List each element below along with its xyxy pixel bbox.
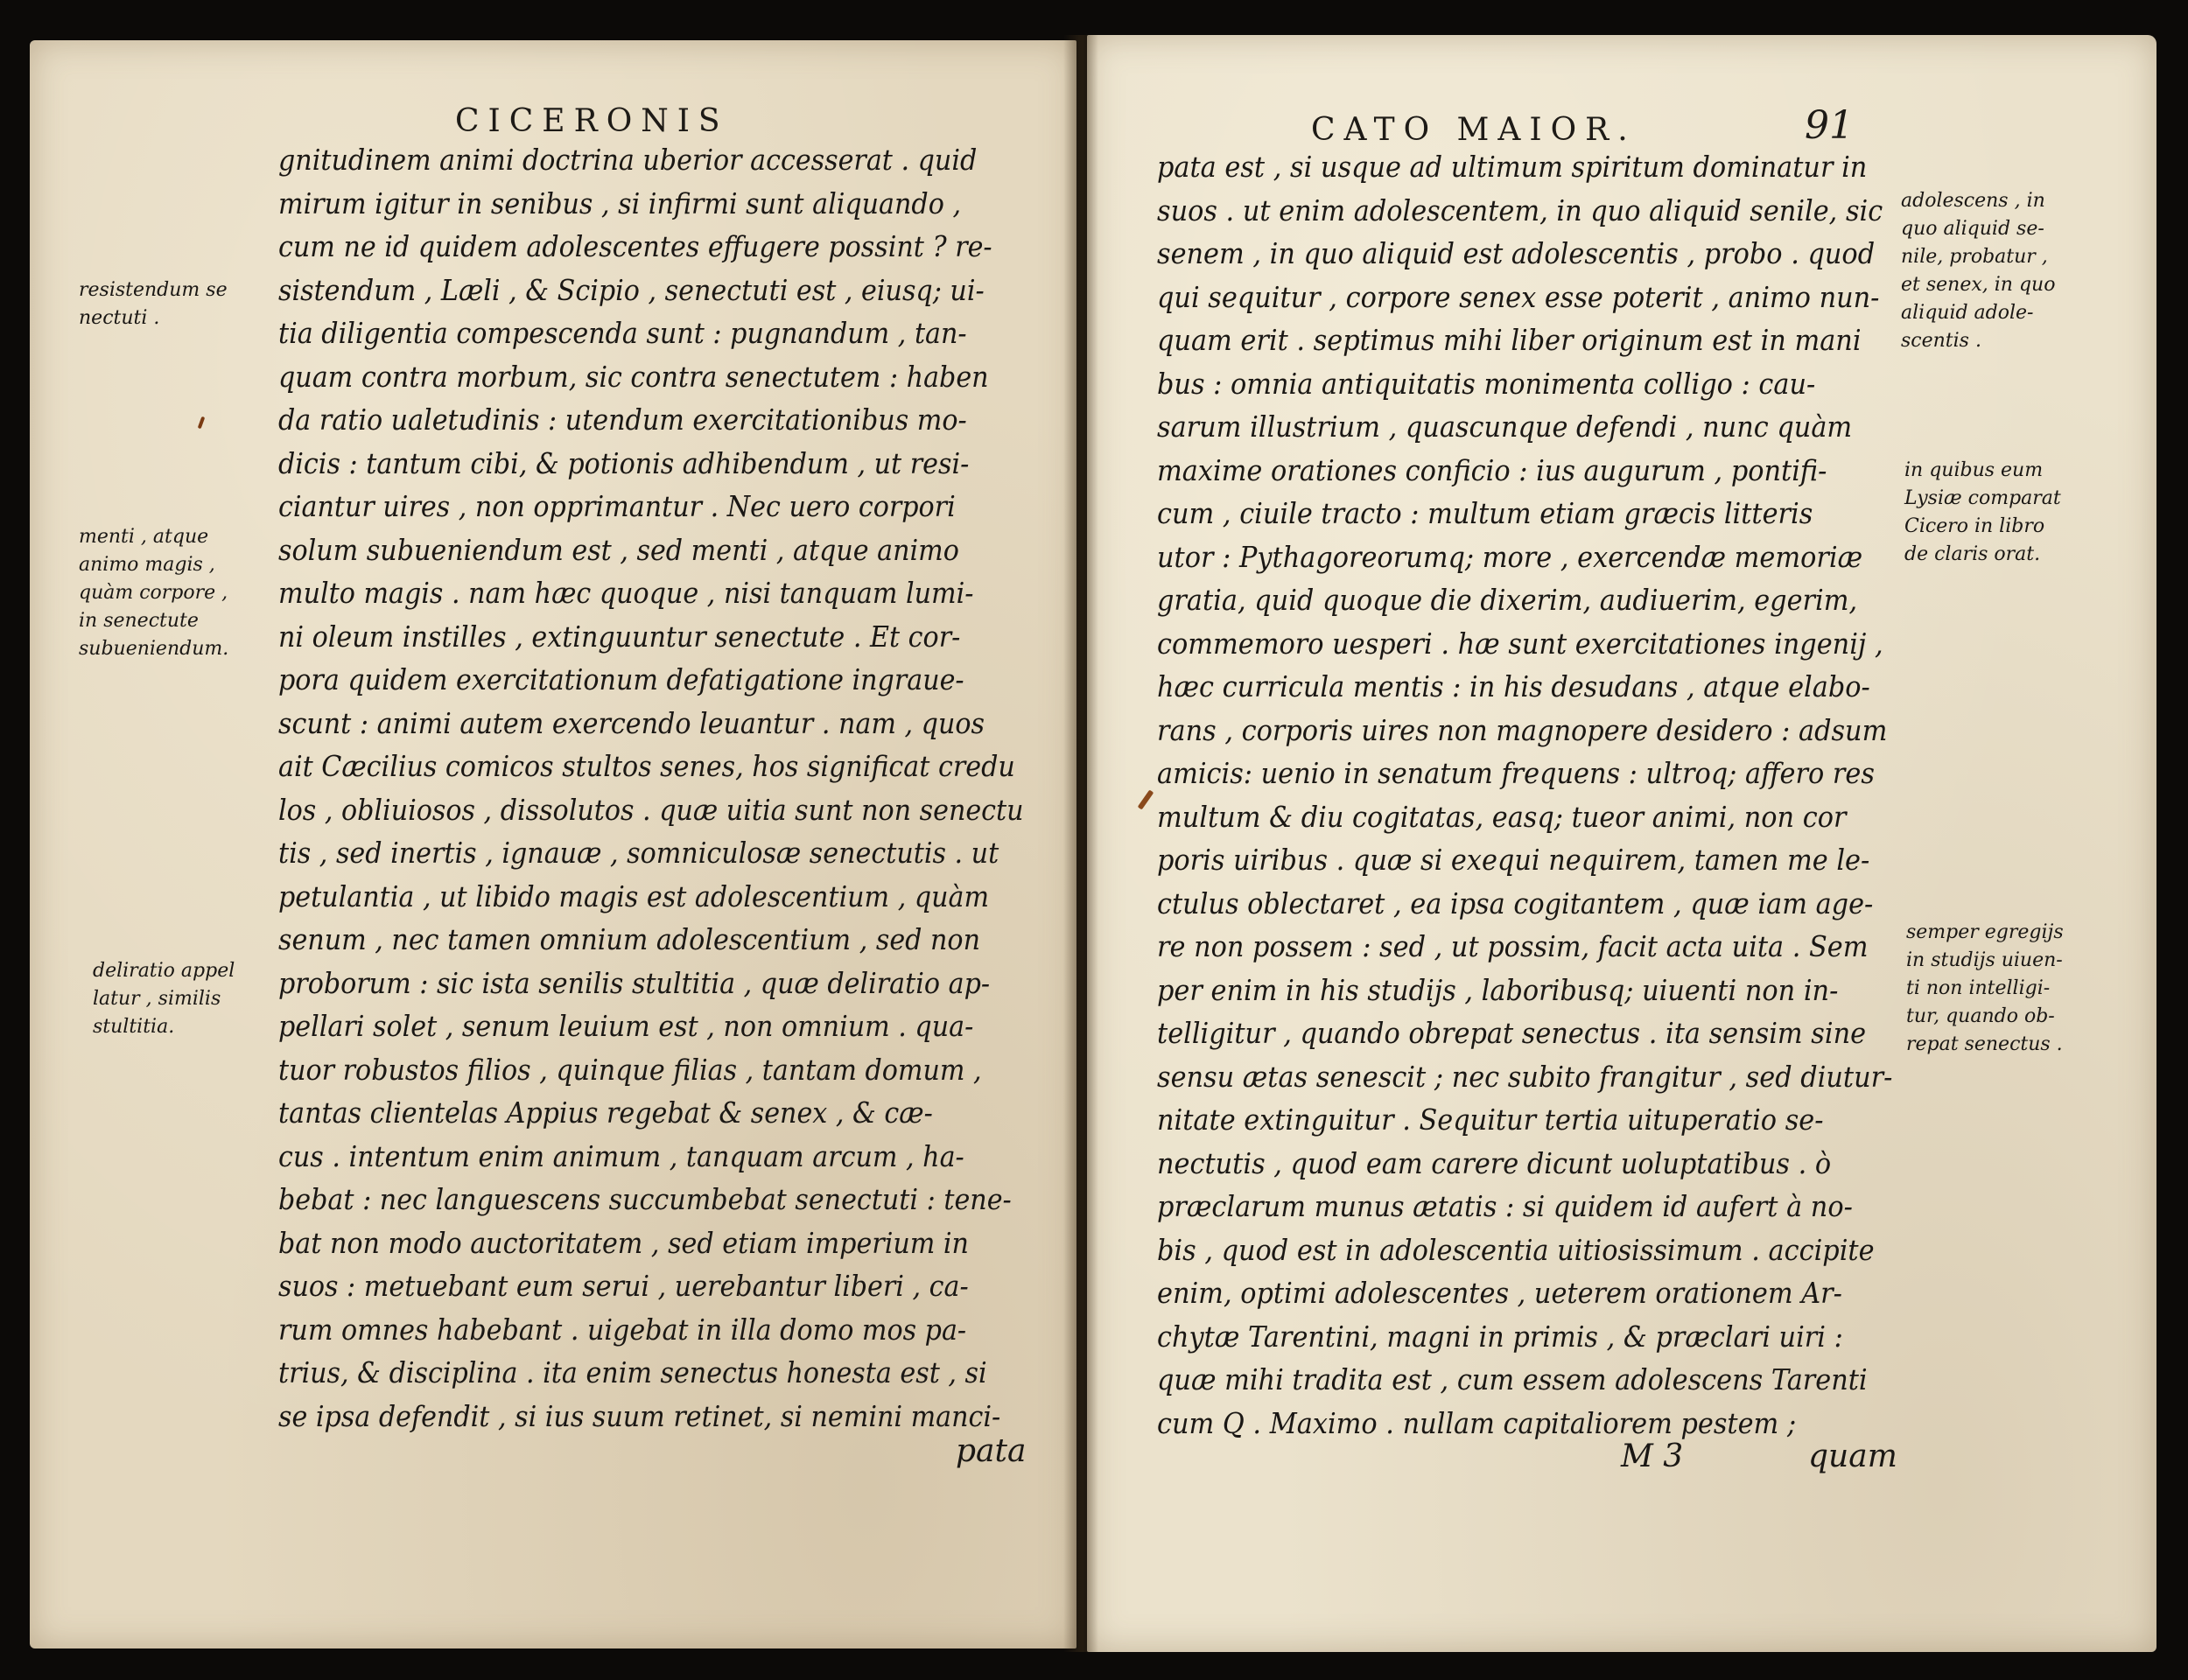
left-body-text: [278, 138, 1095, 1438]
text-line: ni oleum instilles , extinguuntur senectute . Et cor-: [278, 619, 961, 654]
text-line: senum , nec tamen omnium adolescentium , sed non: [278, 922, 980, 956]
margin-note-line: deliratio appel: [93, 960, 235, 982]
text-line: trius, & disciplina . ita enim senectus honesta est , si: [278, 1355, 987, 1390]
left-margin-note-1: [79, 276, 228, 332]
left-margin-note-3: [93, 957, 235, 1041]
text-line: gnitudinem animi doctrina uberior accesserat . quid: [278, 143, 978, 177]
text-line: sensu ætas senescit ; nec subito frangitur , sed diutur-: [1157, 1059, 1893, 1094]
text-line: qui sequitur , corpore senex esse poterit , animo nun-: [1157, 279, 1880, 314]
margin-note-line: repat senectus .: [1906, 1033, 2063, 1055]
margin-note-line: semper egregijs: [1906, 921, 2064, 943]
text-line: commemoro uesperi . hæ sunt exercitationes ingenij ,: [1157, 626, 1883, 661]
right-margin-note-2: [1904, 457, 2061, 569]
margin-note-line: subueniendum.: [79, 638, 229, 660]
text-line: poris uiribus . quæ si exequi nequirem, tamen me le-: [1157, 843, 1870, 877]
text-line: multo magis . nam hæc quoque , nisi tanquam lumi-: [278, 576, 974, 610]
right-running-head: CATO MAIOR.: [1311, 112, 1637, 148]
margin-note-line: stultitia.: [93, 1016, 175, 1038]
right-catchword: quam: [1808, 1438, 1897, 1474]
page-number: 91: [1805, 103, 1854, 148]
margin-note-line: quàm corpore ,: [79, 582, 228, 604]
text-line: pellari solet , senum leuium est , non omnium . qua-: [278, 1009, 974, 1043]
text-line: scunt : animi autem exercendo leuantur . nam , quos: [278, 705, 985, 740]
text-line: mirum igitur in senibus , si infirmi sunt aliquando ,: [278, 186, 962, 220]
margin-note-line: tur, quando ob-: [1906, 1005, 2055, 1027]
text-line: quam erit . septimus mihi liber originum est in mani: [1157, 323, 1862, 357]
margin-note-line: adolescens , in: [1901, 190, 2045, 212]
text-line: bus : omnia antiquitatis monimenta colligo : cau-: [1157, 366, 1816, 401]
text-line: suos . ut enim adolescentem, in quo aliquid senile, sic: [1157, 192, 1883, 228]
text-line: cus . intentum enim animum , tanquam arcum , ha-: [278, 1138, 964, 1173]
margin-note-line: in senectute: [79, 610, 199, 632]
text-line: senem , in quo aliquid est adolescentis , probo . quod: [1157, 236, 1876, 270]
text-line: amicis: uenio in senatum frequens : ultroq; affero res: [1157, 756, 1875, 790]
text-line: tantas clientelas Appius regebat & senex , & cæ-: [278, 1096, 933, 1130]
text-line: dicis : tantum cibi, & potionis adhibendum , ut resi-: [278, 445, 970, 480]
text-line: rum omnes habebant . uigebat in illa domo mos pa-: [278, 1312, 967, 1347]
text-line: per enim in his studijs , laboribusq; uiuenti non in-: [1157, 972, 1839, 1007]
left-running-head: CICERONIS: [455, 103, 729, 139]
margin-note-line: quo aliquid se-: [1901, 218, 2044, 240]
text-line: sarum illustrium , quascunque defendi , nunc quàm: [1157, 410, 1853, 444]
left-catchword: pata: [956, 1433, 1027, 1469]
margin-note-line: scentis .: [1901, 330, 1981, 352]
margin-note-line: aliquid adole-: [1901, 302, 2034, 324]
text-line: rans , corporis uires non magnopere desidero : adsum: [1157, 712, 1888, 747]
text-line: sistendum , Læli , & Scipio , senectuti est , eiusq; ui-: [278, 272, 985, 307]
text-line: da ratio ualetudinis : utendum exercitationibus mo-: [278, 402, 967, 437]
text-line: pora quidem exercitationum defatigatione ingraue-: [278, 662, 964, 696]
text-line: maxime orationes conficio : ius augurum , pontifi-: [1157, 452, 1827, 487]
margin-note-line: resistendum se: [79, 279, 228, 301]
left-margin-note-2: [79, 523, 228, 663]
text-line: bat non modo auctoritatem , sed etiam imperium in: [278, 1225, 969, 1260]
text-line: hæc curricula mentis : in his desudans , atque elabo-: [1157, 669, 1870, 704]
text-line: tuor robustos filios , quinque filias , tantam domum ,: [278, 1052, 982, 1087]
text-line: pata est , si usque ad ultimum spiritum dominatur in: [1157, 150, 1868, 184]
text-line: nectutis , quod eam carere dicunt uoluptatibus . ò: [1157, 1145, 1832, 1180]
text-line: cum Q . Maximo . nullam capitaliorem pestem ;: [1157, 1405, 1797, 1440]
margin-note-line: ti non intelligi-: [1906, 977, 2051, 999]
right-body-text: [1157, 145, 1957, 1445]
text-line: chytæ Tarentini, magni in primis , & præclari uiri :: [1157, 1319, 1843, 1354]
right-margin-note-3: [1906, 919, 2064, 1059]
text-line: re non possem : sed , ut possim, facit acta uita . Sem: [1157, 929, 1869, 963]
margin-note-line: animo magis ,: [79, 554, 215, 576]
text-line: los , obliuiosos , dissolutos . quæ uitia sunt non senectu: [278, 792, 1024, 827]
text-line: suos : metuebant eum serui , uerebantur liberi , ca-: [278, 1269, 969, 1303]
margin-note-line: menti , atque: [79, 526, 209, 548]
text-line: ciantur uires , non opprimantur . Nec uero corpori: [278, 489, 956, 523]
text-line: bebat : nec languescens succumbebat senectuti : tene-: [278, 1182, 1012, 1216]
text-line: nitate extinguitur . Sequitur tertia uituperatio se-: [1157, 1102, 1824, 1137]
text-line: gratia, quid quoque die dixerim, audiuerim, egerim,: [1157, 583, 1858, 617]
margin-note-line: nectuti .: [79, 307, 160, 329]
margin-note-line: et senex, in quo: [1901, 274, 2056, 296]
text-line: telligitur , quando obrepat senectus . ita sensim sine: [1157, 1016, 1867, 1050]
margin-note-line: in studijs uiuen-: [1906, 949, 2063, 971]
margin-note-line: Cicero in libro: [1904, 515, 2045, 537]
text-line: cum ne id quidem adolescentes effugere possint ? re-: [278, 229, 992, 263]
text-line: quam contra morbum, sic contra senectutem : haben: [278, 359, 989, 394]
margin-note-line: latur , similis: [93, 988, 221, 1010]
signature-mark: M 3: [1621, 1438, 1684, 1474]
text-line: ait Cæcilius comicos stultos senes, hos significat credu: [278, 749, 1015, 783]
right-margin-note-1: [1901, 187, 2055, 355]
text-line: ctulus oblectaret , ea ipsa cogitantem , quæ iam age-: [1157, 886, 1874, 920]
text-line: enim, optimi adolescentes , ueterem orationem Ar-: [1157, 1276, 1842, 1310]
text-line: solum subueniendum est , sed menti , atque animo: [278, 532, 959, 567]
text-line: multum & diu cogitatas, easq; tueor animi, non cor: [1157, 799, 1847, 834]
text-line: quæ mihi tradita est , cum essem adolescens Tarenti: [1157, 1362, 1868, 1396]
margin-note-line: nile, probatur ,: [1901, 246, 2048, 268]
text-line: cum , ciuile tracto : multum etiam græcis litteris: [1157, 496, 1813, 530]
text-line: præclarum munus ætatis : si quidem id aufert à no-: [1157, 1189, 1853, 1223]
text-line: proborum : sic ista senilis stultitia , quæ deliratio ap-: [278, 965, 991, 1000]
text-line: bis , quod est in adolescentia uitiosissimum . accipite: [1157, 1232, 1875, 1267]
text-line: utor : Pythagoreorumq; more , exercendæ memoriæ: [1157, 539, 1863, 574]
margin-note-line: in quibus eum: [1904, 459, 2044, 481]
text-line: tia diligentia compescenda sunt : pugnandum , tan-: [278, 316, 967, 350]
text-line: se ipsa defendit , si ius suum retinet, si nemini manci-: [278, 1398, 1001, 1433]
margin-note-line: de claris orat.: [1904, 543, 2041, 565]
text-line: petulantia , ut libido magis est adolescentium , quàm: [278, 878, 990, 914]
margin-note-line: Lysiæ comparat: [1904, 487, 2061, 509]
text-line: tis , sed inertis , ignauæ , somniculosæ senectutis . ut: [278, 836, 999, 870]
